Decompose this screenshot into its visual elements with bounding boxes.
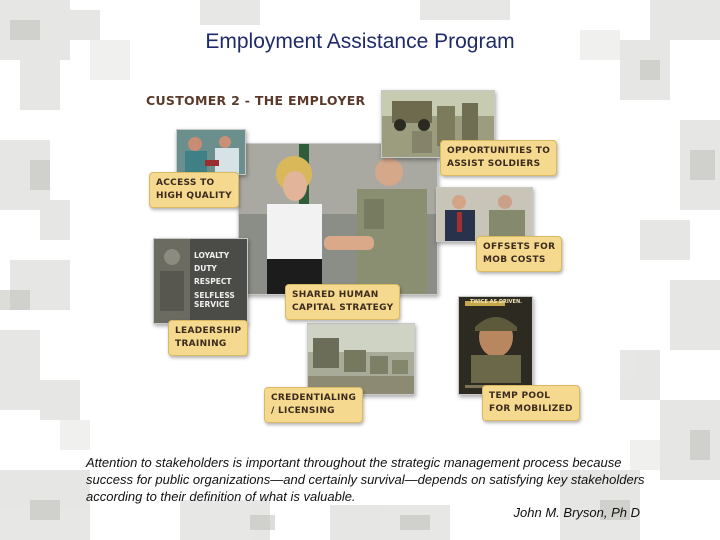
- medical-staff-photo: [176, 129, 246, 175]
- tag-offsets-for-mob-costs: OFFSETS FOR MOB COSTS: [476, 236, 562, 272]
- recruiting-poster: [458, 296, 533, 395]
- handshake-photo: [238, 143, 438, 295]
- tag-shared-human-capital-strategy: SHARED HUMAN CAPITAL STRATEGY: [285, 284, 400, 320]
- collage-headline: CUSTOMER 2 - THE EMPLOYER: [146, 93, 366, 108]
- tag-opportunities-to-assist-soldiers: OPPORTUNITIES TO ASSIST SOLDIERS: [440, 140, 557, 176]
- tag-access-to-high-quality: ACCESS TO HIGH QUALITY: [149, 172, 239, 208]
- value-respect: RESPECT: [194, 277, 232, 286]
- tag-credentialing-licensing: CREDENTIALING / LICENSING: [264, 387, 363, 423]
- value-service: SERVICE: [194, 300, 230, 309]
- business-meeting-photo: [436, 187, 533, 242]
- quote-attribution: John M. Bryson, Ph D: [513, 505, 640, 520]
- army-values-card: [153, 238, 248, 324]
- value-selfless: SELFLESS: [194, 291, 235, 300]
- value-loyalty: LOYALTY: [194, 251, 230, 260]
- military-vehicles-photo: [307, 323, 415, 395]
- slide-title: Employment Assistance Program: [205, 30, 515, 53]
- poster-headline: TWICE AS DRIVEN.: [470, 299, 523, 305]
- tag-leadership-training: LEADERSHIP TRAINING: [168, 320, 248, 356]
- value-duty: DUTY: [194, 264, 217, 273]
- stakeholder-quote: Attention to stakeholders is important throughout the strategic management process because success for public organizations—and certainly survival—depends on satisfying key stakeholders according to their definition of what is valuable.: [86, 455, 645, 504]
- tag-temp-pool-for-mobilized: TEMP POOL FOR MOBILIZED: [482, 385, 580, 421]
